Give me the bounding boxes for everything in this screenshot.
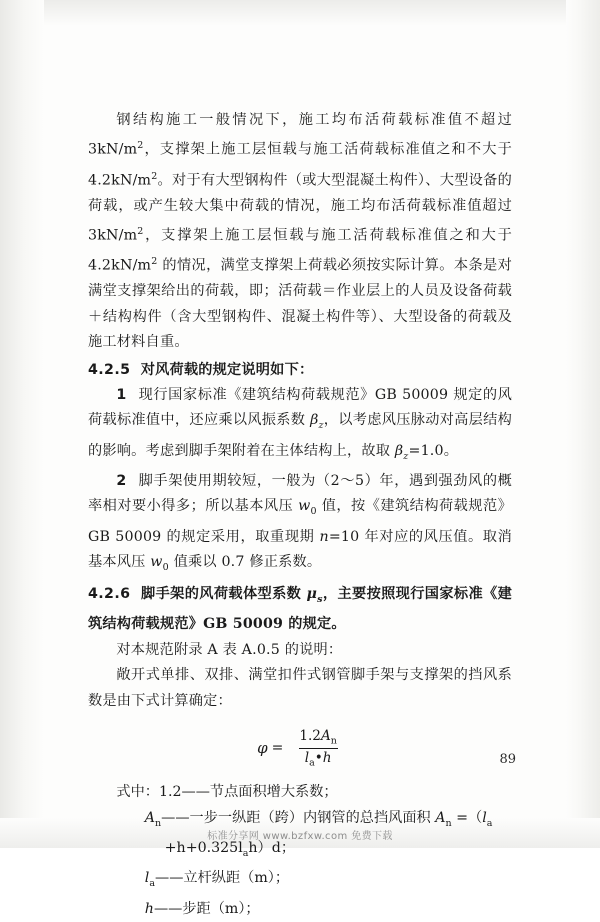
- section-heading-425: [88, 358, 512, 383]
- definition-h: [88, 897, 512, 922]
- definition-text: h）d；: [248, 840, 296, 857]
- paragraph-intro: [88, 108, 512, 356]
- formula-numerator: [293, 728, 343, 748]
- item-number: 1: [116, 387, 127, 403]
- symbol-n: n: [319, 528, 329, 545]
- symbol-mu: μ: [306, 586, 318, 603]
- symbol-l: l: [304, 749, 310, 766]
- section-number: 4.2.5: [88, 361, 131, 378]
- subscript-n: n: [445, 817, 452, 829]
- section-heading-426: [88, 582, 512, 638]
- subscript-n: n: [330, 735, 337, 747]
- subscript-n: n: [155, 817, 162, 829]
- formula-denominator: [299, 748, 338, 769]
- section-425-item-2: [88, 469, 512, 580]
- section-426-body-2: 敞开式单排、双排、满堂扣件式钢管脚手架与支撑架的挡风系数是由下式计算确定：: [88, 667, 512, 709]
- symbol-A: A: [435, 809, 446, 826]
- paragraph-text: ，支撑架上施工层恒载与施工活荷载标准值之和不大于: [143, 142, 512, 159]
- definition-text: +h+0.325l: [164, 840, 243, 857]
- superscript-2: 2: [137, 226, 144, 238]
- symbol-l: l: [144, 870, 150, 887]
- paragraph-text: 。对于有大型钢构件（或大型混凝土构件）、大型设备的荷载，或产生较大集中荷载的情况，施工均布活荷载标准值超过 3kN/m: [88, 172, 512, 244]
- definition-la: [88, 866, 512, 896]
- formula-equals: =: [271, 740, 284, 757]
- item-text: ，以考虑风压脉动对高层结构的影响。考虑到脚手架附着在主体结构上，故取: [88, 412, 512, 459]
- subscript-a: a: [486, 817, 493, 829]
- definition-text: ——一步一纵距（跨）内钢管的总挡风面积: [161, 809, 436, 826]
- definition-intro: 式中：1.2——节点面积增大系数；: [116, 784, 338, 801]
- item-number: 2: [116, 472, 127, 489]
- definition-text: =（: [451, 809, 483, 826]
- symbol-h: h: [322, 749, 332, 766]
- item-text: 值乘以 0.7 修正系数。: [168, 553, 322, 570]
- superscript-2: 2: [151, 256, 158, 268]
- subscript-z: z: [318, 420, 324, 432]
- value-load-3kn: 3kN/m: [88, 142, 138, 159]
- section-title: ，主要按照现行国家标准《建筑结构荷载规范》GB 50009 的规定。: [88, 586, 513, 633]
- page-content: [88, 108, 512, 922]
- item-text: 值，按《建筑结构荷载规范》GB 50009 的规定采用，取重现期: [88, 498, 512, 545]
- symbol-w: w: [150, 553, 163, 570]
- superscript-2: 2: [151, 170, 158, 182]
- footer-watermark: 标准分享网 www.bzfxw.com 免费下载: [207, 831, 393, 842]
- subscript-a: a: [242, 847, 249, 859]
- symbol-A: A: [144, 809, 156, 826]
- formula-lhs: φ: [257, 739, 268, 758]
- scan-edge-top: [0, 0, 600, 26]
- definition-text: ——步距（m）；: [153, 900, 260, 917]
- subscript-a: a: [309, 757, 315, 769]
- value-load-42kn: 4.2kN/m: [88, 172, 152, 189]
- section-number: 4.2.6: [88, 586, 131, 603]
- numerator-coefficient: 1.2: [299, 728, 321, 745]
- symbol-l: l: [482, 809, 487, 826]
- section-426-body-1: 对本规范附录 A 表 A.0.5 的说明：: [116, 641, 343, 658]
- symbol-beta: β: [310, 412, 319, 429]
- symbol-h: h: [144, 900, 154, 917]
- subscript-z: z: [403, 450, 409, 462]
- item-text: 现行国家标准《建筑结构荷载规范》GB 50009 规定的风荷载标准值中，还应乘以风振系数: [88, 387, 512, 429]
- item-text: =1.0。: [408, 442, 459, 459]
- scan-edge-right: [566, 0, 600, 848]
- formula-wind-shielding-coefficient: [88, 728, 512, 768]
- paragraph-text: ，支撑架上施工层恒载与施工活荷载标准值之和大于 4.2kN/m: [88, 227, 512, 274]
- subscript-s: s: [317, 593, 323, 605]
- multiplication-dot: •: [314, 749, 323, 766]
- subscript-0: 0: [310, 506, 317, 518]
- section-425-item-1: [88, 383, 512, 469]
- section-title: 对风荷载的规定说明如下：: [140, 361, 314, 378]
- symbol-beta: β: [394, 442, 404, 459]
- item-text: 脚手架使用期较短，一般为（2～5）年，遇到强劲风的概率相对要小得多；所以基本风压: [88, 472, 512, 515]
- definition-text: ——立杆纵距（m）；: [155, 870, 290, 887]
- subscript-a: a: [149, 878, 156, 890]
- item-text: =10 年对应的风压值。取消基本风压: [88, 528, 512, 570]
- paragraph-text: 钢结构施工一般情况下，施工均布活荷载标准值不超过: [116, 112, 512, 128]
- section-title: 脚手架的风荷载体型系数: [141, 586, 307, 603]
- superscript-2: 2: [137, 140, 144, 152]
- symbol-w: w: [298, 498, 311, 515]
- paragraph-text: 的情况，满堂支撑架上荷载必须按实际计算。本条是对满堂支撑架给出的荷载，即；活荷载＝作业层上的人员及设备荷载＋结构构件（含大型钢构件、混凝土构件等）、大型设备的荷载及施工材料自重。: [88, 257, 512, 351]
- subscript-0: 0: [162, 561, 169, 573]
- page-number: 89: [499, 752, 516, 767]
- formula-fraction: [293, 728, 343, 768]
- scan-edge-left: [0, 0, 44, 848]
- symbol-A: A: [320, 728, 331, 745]
